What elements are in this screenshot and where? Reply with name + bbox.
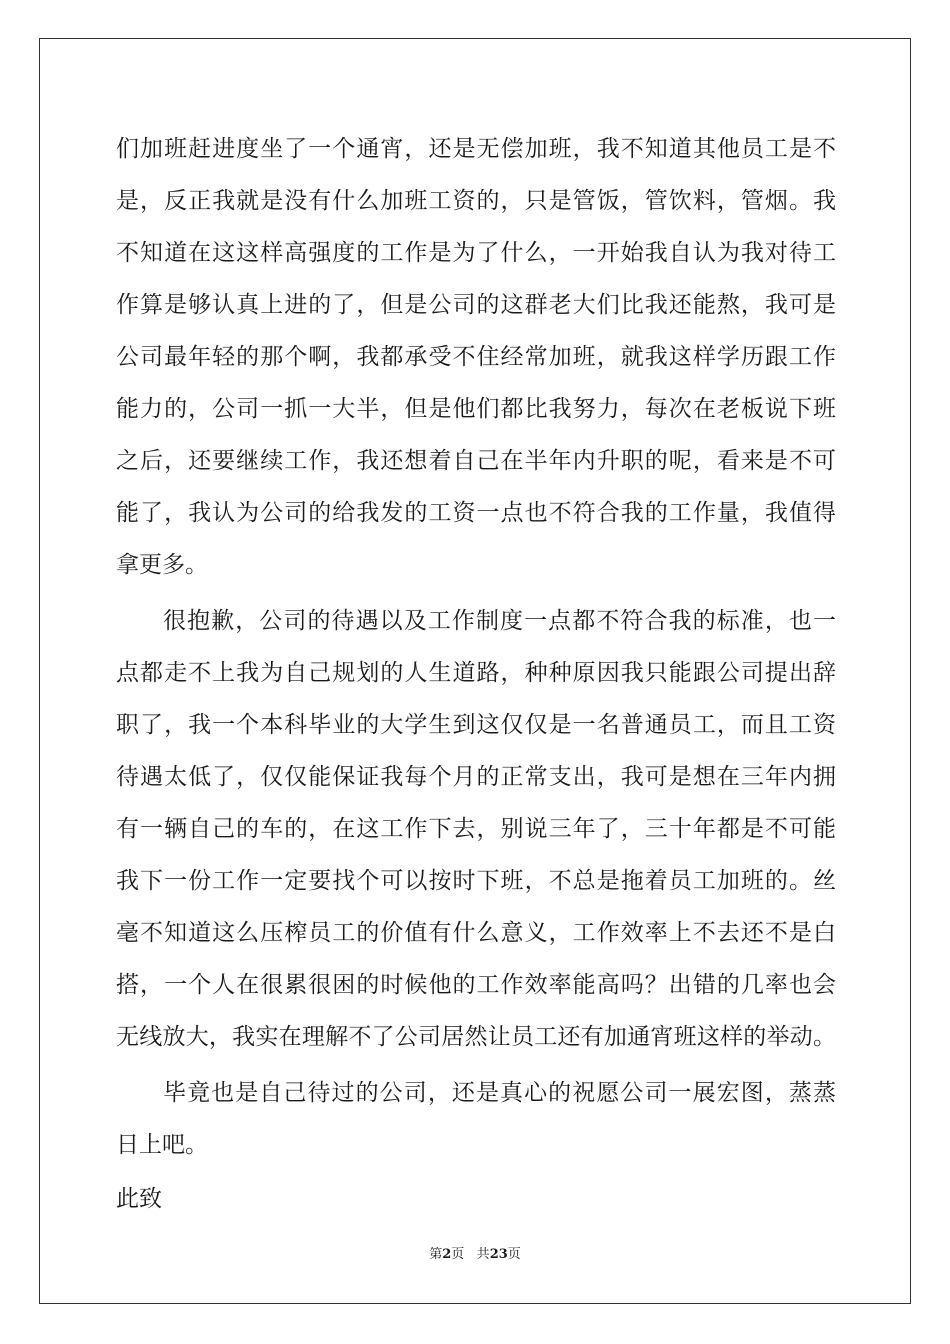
page-prefix: 第 <box>429 1247 443 1262</box>
text-line: 不知道在这这样高强度的工作是为了什么，一开始我自认为我对待工 <box>116 240 836 266</box>
text-line: 点都走不上我为自己规划的人生道路，种种原因我只能跟公司提出辞 <box>116 660 836 686</box>
text-line: 我下一份工作一定要找个可以按时下班，不总是拖着员工加班的。丝 <box>116 868 836 894</box>
closing-salutation: 此致 <box>116 1186 162 1212</box>
paragraph-first-line: 很抱歉，公司的待遇以及工作制度一点都不符合我的标准，也一 <box>163 608 836 634</box>
text-line: 之后，还要继续工作，我还想着自己在半年内升职的呢，看来是不可 <box>116 448 836 474</box>
total-suffix: 页 <box>507 1247 521 1262</box>
text-line: 们加班赶进度坐了一个通宵，还是无偿加班，我不知道其他员工是不 <box>116 136 836 162</box>
text-line: 待遇太低了，仅仅能保证我每个月的正常支出，我可是想在三年内拥 <box>116 764 836 790</box>
paragraph-first-line: 毕竟也是自己待过的公司，还是真心的祝愿公司一展宏图，蒸蒸 <box>163 1080 836 1106</box>
page-suffix: 页 <box>451 1247 465 1262</box>
text-line: 搭，一个人在很累很困的时候他的工作效率能高吗？出错的几率也会 <box>116 972 836 998</box>
text-line: 公司最年轻的那个啊，我都承受不住经常加班，就我这样学历跟工作 <box>116 344 836 370</box>
text-line: 作算是够认真上进的了，但是公司的这群老大们比我还能熬，我可是 <box>116 292 836 318</box>
text-line: 拿更多。 <box>116 552 208 578</box>
text-line: 日上吧。 <box>116 1132 208 1158</box>
text-line: 有一辆自己的车的，在这工作下去，别说三年了，三十年都是不可能 <box>116 816 836 842</box>
text-line: 能力的，公司一抓一大半，但是他们都比我努力，每次在老板说下班 <box>116 396 836 422</box>
text-line: 职了，我一个本科毕业的大学生到这仅仅是一名普通员工，而且工资 <box>116 712 836 738</box>
text-line: 是，反正我就是没有什么加班工资的，只是管饭，管饮料，管烟。我 <box>116 188 836 214</box>
text-line: 无线放大，我实在理解不了公司居然让员工还有加通宵班这样的举动。 <box>116 1024 836 1050</box>
total-prefix: 共 <box>476 1247 490 1262</box>
current-page-number: 2 <box>442 1247 452 1262</box>
page-footer <box>0 1243 950 1262</box>
total-page-count: 23 <box>489 1247 508 1262</box>
text-line: 能了，我认为公司的给我发的工资一点也不符合我的工作量，我值得 <box>116 500 836 526</box>
text-line: 毫不知道这么压榨员工的价值有什么意义，工作效率上不去还不是白 <box>116 920 836 946</box>
